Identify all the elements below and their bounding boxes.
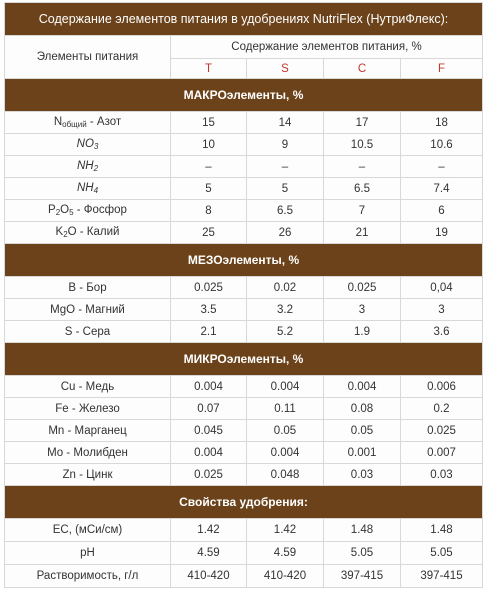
row-label: Mo - Молибден bbox=[5, 442, 171, 464]
value-cell: 0,04 bbox=[401, 277, 483, 299]
value-cell: 15 bbox=[171, 112, 247, 134]
value-cell: 3.2 bbox=[247, 299, 324, 321]
value-cell: 1.48 bbox=[401, 519, 483, 542]
row-label: Mn - Марганец bbox=[5, 420, 171, 442]
value-cell: 3 bbox=[324, 299, 401, 321]
label-subscript: 3 bbox=[93, 142, 99, 151]
table-row bbox=[5, 565, 483, 588]
row-label: Zn - Цинк bbox=[5, 464, 171, 486]
value-cell: 3.6 bbox=[401, 321, 483, 343]
value-cell: 18 bbox=[401, 112, 483, 134]
section-title-meso: МЕЗОэлементы, % bbox=[5, 244, 483, 277]
value-cell: 1.9 bbox=[324, 321, 401, 343]
value-cell: 410-420 bbox=[247, 565, 324, 588]
table-row bbox=[5, 398, 483, 420]
row-label bbox=[5, 200, 171, 222]
row-label: Fe - Железо bbox=[5, 398, 171, 420]
row-label bbox=[5, 178, 171, 200]
value-cell: 6 bbox=[401, 200, 483, 222]
label-base: NO bbox=[76, 138, 94, 150]
column-header-elements: Элементы питания bbox=[5, 36, 171, 79]
value-cell: – bbox=[401, 156, 483, 178]
table-title-row bbox=[5, 3, 483, 36]
product-letter-t: T bbox=[171, 59, 247, 79]
row-label: EC, (мСи/см) bbox=[5, 519, 171, 542]
value-cell: 5 bbox=[247, 178, 324, 200]
value-cell: 26 bbox=[247, 222, 324, 244]
section-row-micro bbox=[5, 343, 483, 376]
value-cell: – bbox=[171, 156, 247, 178]
value-cell: 0.07 bbox=[171, 398, 247, 420]
value-cell: 21 bbox=[324, 222, 401, 244]
value-cell: 0.05 bbox=[324, 420, 401, 442]
header-row bbox=[5, 36, 483, 59]
value-cell: 5.2 bbox=[247, 321, 324, 343]
table-row bbox=[5, 200, 483, 222]
value-cell: 0.025 bbox=[171, 277, 247, 299]
value-cell: 0.048 bbox=[247, 464, 324, 486]
label-rest-2: - Фосфор bbox=[73, 204, 127, 216]
label-base: NH bbox=[76, 160, 94, 172]
table-row bbox=[5, 299, 483, 321]
table-row bbox=[5, 464, 483, 486]
row-label bbox=[5, 156, 171, 178]
value-cell: 14 bbox=[247, 112, 324, 134]
label-base: N bbox=[53, 116, 63, 128]
value-cell: 1.42 bbox=[171, 519, 247, 542]
label-subscript-2: 5 bbox=[69, 208, 74, 217]
row-label bbox=[5, 134, 171, 156]
value-cell: – bbox=[324, 156, 401, 178]
table-row bbox=[5, 542, 483, 565]
value-cell: 7.4 bbox=[401, 178, 483, 200]
row-label bbox=[5, 112, 171, 134]
table-row bbox=[5, 222, 483, 244]
value-cell: 0.001 bbox=[324, 442, 401, 464]
section-row-meso bbox=[5, 244, 483, 277]
label-subscript: 4 bbox=[93, 186, 99, 195]
value-cell: 0.2 bbox=[401, 398, 483, 420]
row-label bbox=[5, 222, 171, 244]
value-cell: 0.025 bbox=[324, 277, 401, 299]
value-cell: 0.025 bbox=[171, 464, 247, 486]
value-cell: 410-420 bbox=[171, 565, 247, 588]
value-cell: 17 bbox=[324, 112, 401, 134]
value-cell: 397-415 bbox=[401, 565, 483, 588]
label-subscript: 2 bbox=[55, 208, 61, 217]
label-rest: O bbox=[60, 204, 70, 216]
value-cell: 0.004 bbox=[171, 442, 247, 464]
value-cell: 0.004 bbox=[324, 376, 401, 398]
product-letter-c: C bbox=[324, 59, 401, 79]
value-cell: 5.05 bbox=[401, 542, 483, 565]
value-cell: 10 bbox=[171, 134, 247, 156]
value-cell: 2.1 bbox=[171, 321, 247, 343]
value-cell: 1.48 bbox=[324, 519, 401, 542]
value-cell: 6.5 bbox=[324, 178, 401, 200]
section-title-macro: МАКРОэлементы, % bbox=[5, 79, 483, 112]
row-label: B - Бор bbox=[5, 277, 171, 299]
table-row bbox=[5, 277, 483, 299]
table-row bbox=[5, 178, 483, 200]
column-header-content: Содержание элементов питания, % bbox=[171, 36, 483, 59]
table-row bbox=[5, 376, 483, 398]
value-cell: – bbox=[247, 156, 324, 178]
value-cell: 0.004 bbox=[247, 442, 324, 464]
value-cell: 4.59 bbox=[171, 542, 247, 565]
label-subscript: 2 bbox=[63, 230, 68, 239]
table-row bbox=[5, 321, 483, 343]
label-subscript: общий bbox=[62, 120, 87, 129]
value-cell: 0.05 bbox=[247, 420, 324, 442]
section-row-macro bbox=[5, 79, 483, 112]
value-cell: 6.5 bbox=[247, 200, 324, 222]
table-title: Содержание элементов питания в удобрениях NutriFlex (НутриФлекс): bbox=[5, 3, 483, 36]
value-cell: 8 bbox=[171, 200, 247, 222]
value-cell: 4.59 bbox=[247, 542, 324, 565]
table-row bbox=[5, 442, 483, 464]
value-cell: 0.03 bbox=[401, 464, 483, 486]
value-cell: 0.11 bbox=[247, 398, 324, 420]
value-cell: 0.02 bbox=[247, 277, 324, 299]
product-letter-s: S bbox=[247, 59, 324, 79]
label-base: K bbox=[55, 226, 64, 238]
value-cell: 9 bbox=[247, 134, 324, 156]
product-letter-f: F bbox=[401, 59, 483, 79]
row-label: Cu - Медь bbox=[5, 376, 171, 398]
nutrient-table-body bbox=[5, 3, 483, 588]
value-cell: 10.5 bbox=[324, 134, 401, 156]
table-row bbox=[5, 112, 483, 134]
table-row bbox=[5, 519, 483, 542]
value-cell: 0.007 bbox=[401, 442, 483, 464]
value-cell: 5.05 bbox=[324, 542, 401, 565]
value-cell: 25 bbox=[171, 222, 247, 244]
label-subscript: 2 bbox=[93, 164, 99, 173]
value-cell: 7 bbox=[324, 200, 401, 222]
label-base: NH bbox=[76, 182, 94, 194]
label-rest: - Азот bbox=[86, 116, 122, 128]
row-label: S - Сера bbox=[5, 321, 171, 343]
value-cell: 0.03 bbox=[324, 464, 401, 486]
value-cell: 0.045 bbox=[171, 420, 247, 442]
value-cell: 19 bbox=[401, 222, 483, 244]
value-cell: 3.5 bbox=[171, 299, 247, 321]
section-title-micro: МИКРОэлементы, % bbox=[5, 343, 483, 376]
label-base: P bbox=[48, 204, 56, 216]
row-label: MgO - Магний bbox=[5, 299, 171, 321]
value-cell: 0.004 bbox=[247, 376, 324, 398]
value-cell: 397-415 bbox=[324, 565, 401, 588]
value-cell: 0.08 bbox=[324, 398, 401, 420]
value-cell: 5 bbox=[171, 178, 247, 200]
label-rest: O - Калий bbox=[67, 226, 120, 238]
value-cell: 3 bbox=[401, 299, 483, 321]
value-cell: 10.6 bbox=[401, 134, 483, 156]
value-cell: 0.004 bbox=[171, 376, 247, 398]
table-row bbox=[5, 420, 483, 442]
value-cell: 0.006 bbox=[401, 376, 483, 398]
value-cell: 1.42 bbox=[247, 519, 324, 542]
row-label: pH bbox=[5, 542, 171, 565]
table-row bbox=[5, 156, 483, 178]
nutrient-table bbox=[4, 2, 483, 588]
row-label: Растворимость, г/л bbox=[5, 565, 171, 588]
section-row-props bbox=[5, 486, 483, 519]
table-row bbox=[5, 134, 483, 156]
section-title-props: Свойства удобрения: bbox=[5, 486, 483, 519]
value-cell: 0.025 bbox=[401, 420, 483, 442]
